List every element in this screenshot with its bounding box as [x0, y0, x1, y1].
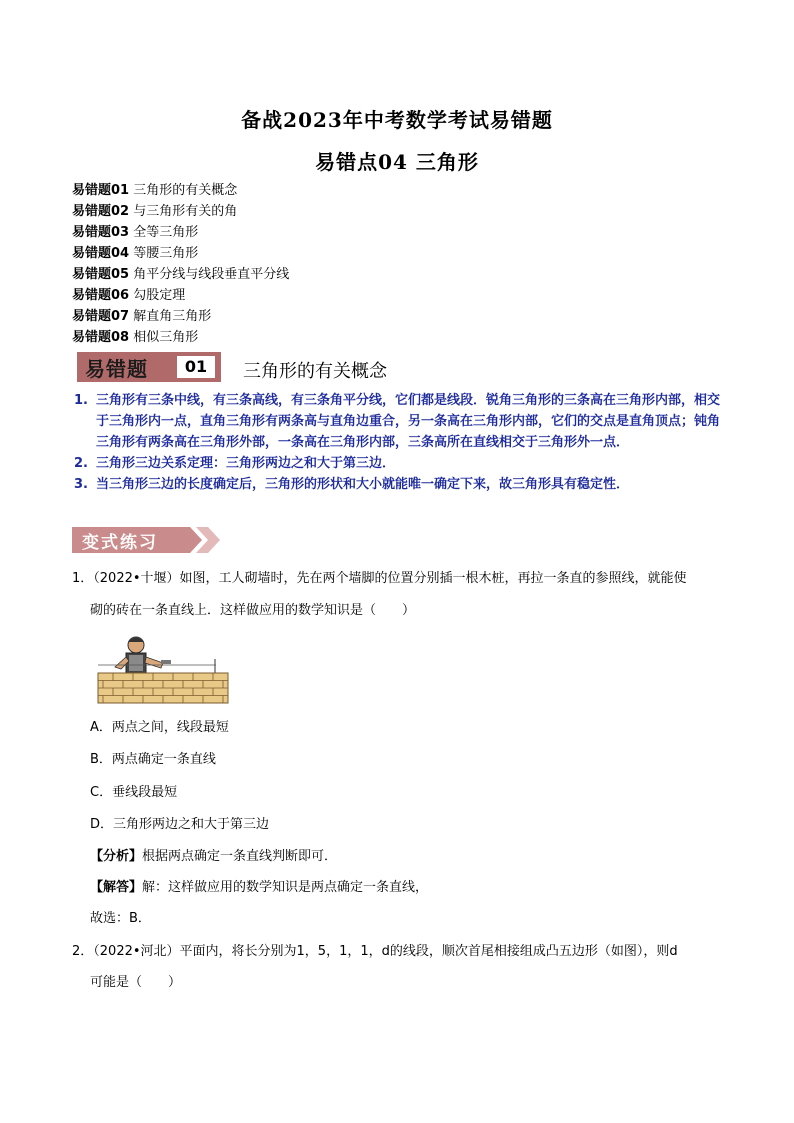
question-1-stem-line2: 砌的砖在一条直线上．这样做应用的数学知识是（ ） — [90, 603, 416, 618]
toc-item — [72, 201, 289, 222]
practice-label: 变式练习 — [82, 533, 158, 553]
key-points — [74, 390, 724, 495]
banner-number: 01 — [177, 356, 215, 378]
toc-item — [72, 285, 289, 306]
point-number: 3. — [74, 477, 88, 492]
answer — [90, 876, 428, 895]
toc-num: 易错题08 — [72, 330, 130, 345]
toc-num: 易错题03 — [72, 225, 130, 240]
toc-label: 解直角三角形 — [133, 309, 212, 324]
point-text: 当三角形三边的长度确定后，三角形的形状和大小就能唯一确定下来，故三角形具有稳定性． — [96, 477, 630, 492]
key-point — [74, 390, 724, 453]
toc-label: 勾股定理 — [133, 288, 186, 303]
point-number: 2. — [74, 456, 88, 471]
main-title: 备战2023年中考数学考试易错题 — [241, 108, 553, 132]
toc-num: 易错题02 — [72, 204, 130, 219]
toc-item — [72, 306, 289, 327]
option-a: A．两点之间，线段最短 — [90, 720, 229, 735]
toc-item — [72, 243, 289, 264]
toc-num: 易错题04 — [72, 246, 130, 261]
toc-label: 等腰三角形 — [133, 246, 199, 261]
toc-label: 角平分线与线段垂直平分线 — [133, 267, 290, 282]
banner-text: 易错题 — [85, 357, 148, 381]
section-banner — [77, 352, 221, 382]
question-2-stem-line2: 可能是（ ） — [90, 975, 182, 990]
toc-num: 易错题05 — [72, 267, 130, 282]
toc-label: 与三角形有关的角 — [133, 204, 238, 219]
practice-banner — [72, 525, 222, 555]
toc-num: 易错题06 — [72, 288, 130, 303]
analysis-text: 根据两点确定一条直线判断即可． — [142, 849, 338, 864]
point-text: 三角形三边关系定理：三角形两边之和大于第三边． — [96, 456, 396, 471]
analysis — [90, 845, 337, 864]
option-c: C．垂线段最短 — [90, 785, 178, 800]
answer-choice: 故选：B． — [90, 911, 151, 926]
option-d: D．三角形两边之和大于第三边 — [90, 817, 270, 832]
toc-item — [72, 327, 289, 348]
toc-item — [72, 222, 289, 243]
answer-tag: 【解答】 — [90, 880, 143, 895]
toc-item — [72, 180, 289, 201]
point-number: 1. — [74, 393, 88, 408]
bricklayer-illustration — [93, 633, 233, 705]
toc-label: 三角形的有关概念 — [133, 183, 238, 198]
section-title: 三角形的有关概念 — [243, 361, 387, 382]
toc-item — [72, 264, 289, 285]
sub-title: 易错点04 三角形 — [315, 150, 479, 174]
key-point — [74, 453, 724, 474]
toc-label: 全等三角形 — [133, 225, 199, 240]
question-1-stem-line1: 1．（2022•十堰）如图，工人砌墙时，先在两个墙脚的位置分别插一根木桩，再拉一条直的参照线，就能使 — [72, 571, 687, 586]
table-of-contents — [72, 180, 289, 348]
toc-num: 易错题07 — [72, 309, 130, 324]
toc-num: 易错题01 — [72, 183, 130, 198]
analysis-tag: 【分析】 — [90, 849, 143, 864]
answer-text: 解：这样做应用的数学知识是两点确定一条直线， — [142, 880, 429, 895]
question-2-stem-line1: 2．（2022•河北）平面内，将长分别为1，5，1，1，d的线段，顺次首尾相接组成凸五边形（如图），则d — [72, 944, 678, 959]
toc-label: 相似三角形 — [133, 330, 199, 345]
point-text: 三角形有三条中线，有三条高线，有三条角平分线，它们都是线段．锐角三角形的三条高在三角形内部，相交于三角形内一点，直角三角形有两条高与直角边重合，另一条高在三角形内部，它们的交点是直角顶点；钝角三角形有两条高在三角形外部，一条高在三角形内部，三条高所在直线相交于三角形外一点． — [96, 393, 721, 450]
key-point — [74, 474, 724, 495]
option-b: B．两点确定一条直线 — [90, 752, 216, 767]
